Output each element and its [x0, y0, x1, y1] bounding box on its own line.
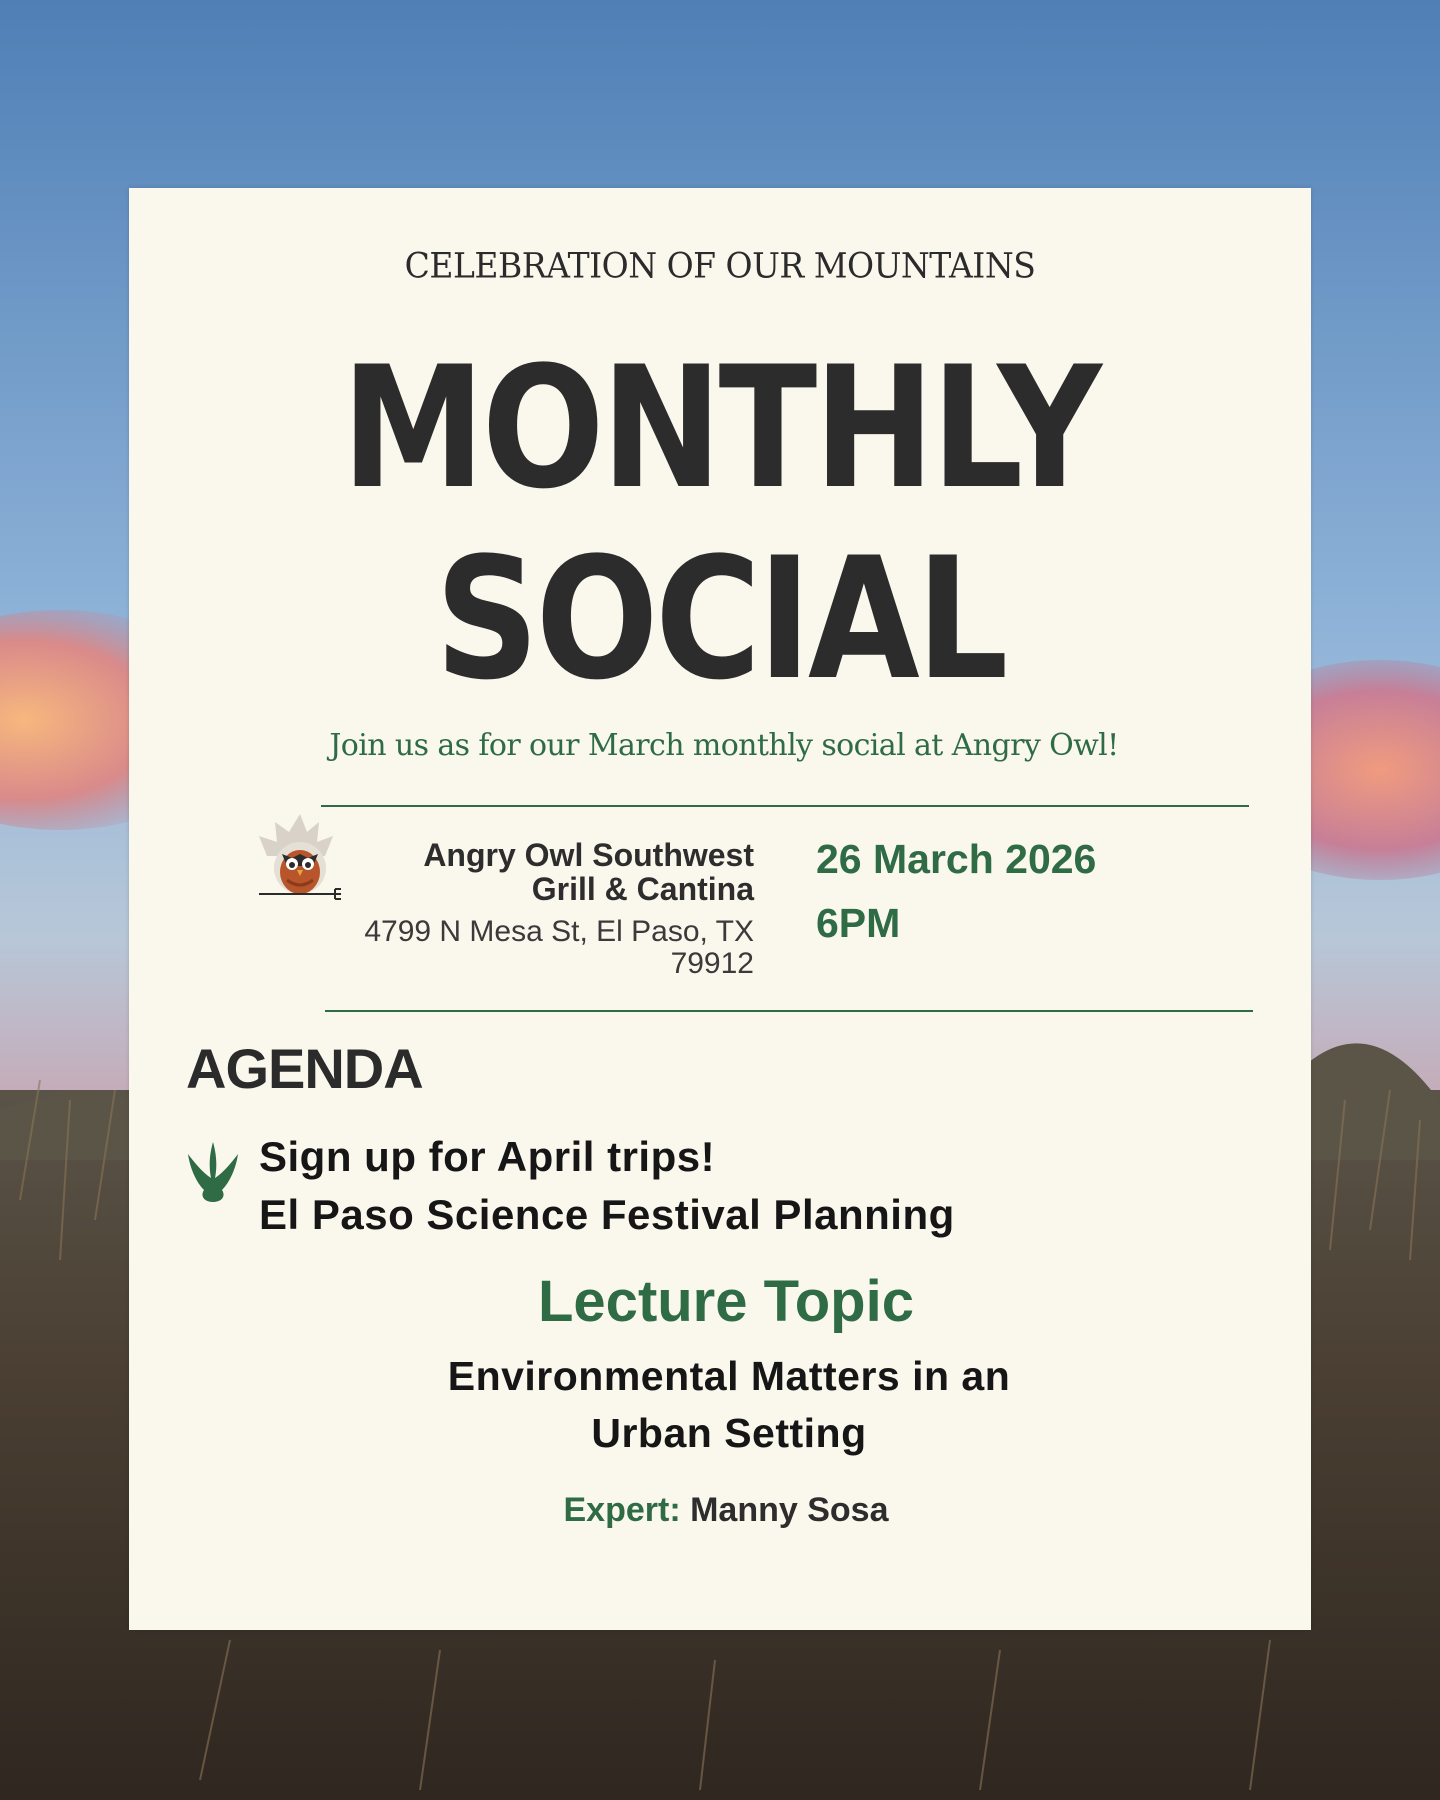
- footprint-icon: [184, 1138, 242, 1204]
- poster-title-line1: MONTHLY: [341, 330, 1099, 526]
- lecture-title-line1: Environmental Matters in an: [447, 1353, 1011, 1399]
- divider-bottom: [325, 1010, 1253, 1012]
- poster-title-line2: SOCIAL: [435, 521, 1005, 717]
- poster-eyebrow: CELEBRATION OF OUR MOUNTAINS: [404, 245, 1036, 286]
- event-date: 26 March 2026: [816, 836, 1097, 882]
- invite-text: Join us as for our March monthly social at Angry Owl!: [329, 728, 1119, 763]
- lecture-title-line2: Urban Setting: [591, 1410, 867, 1456]
- agenda-list: [259, 1128, 955, 1244]
- expert-label: Expert:: [563, 1491, 681, 1529]
- venue-name-line2: Grill & Cantina: [531, 871, 754, 907]
- lecture-heading: Lecture Topic: [538, 1269, 914, 1334]
- venue-name: [359, 838, 754, 906]
- lecture-title: [329, 1348, 1129, 1462]
- agenda-heading: AGENDA: [186, 1037, 423, 1100]
- owl-logo-icon: [237, 810, 363, 910]
- venue-address-line1: 4799 N Mesa St, El Paso, TX: [364, 915, 754, 948]
- expert-line: [129, 1491, 1311, 1530]
- poster-card: [129, 188, 1311, 1630]
- venue-address-line2: 79912: [670, 947, 754, 980]
- divider-top: [321, 805, 1249, 807]
- expert-name: Manny Sosa: [690, 1491, 889, 1529]
- venue-address: [309, 916, 754, 980]
- venue-name-line1: Angry Owl Southwest: [423, 837, 754, 873]
- event-time: 6PM: [816, 900, 901, 946]
- agenda-item: El Paso Science Festival Planning: [259, 1191, 955, 1238]
- agenda-item: Sign up for April trips!: [259, 1133, 716, 1180]
